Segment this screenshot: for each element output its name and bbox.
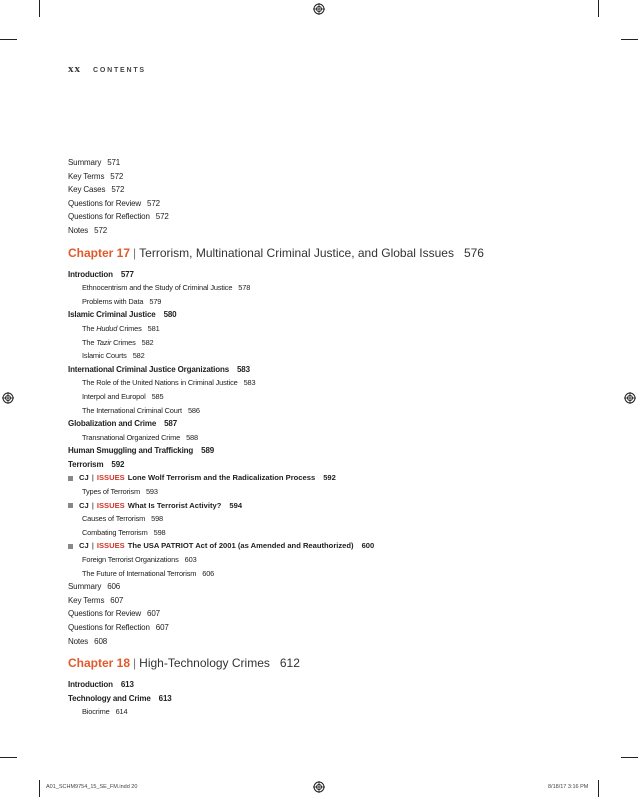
toc-entry-types-terrorism: Types of Terrorism 593 bbox=[82, 487, 158, 497]
chapter-18-heading bbox=[68, 648, 588, 678]
chapter-number: Chapter 17 bbox=[68, 245, 131, 260]
bullet-square-icon bbox=[68, 503, 73, 508]
crop-mark bbox=[598, 0, 599, 17]
bullet-square-icon bbox=[68, 476, 73, 481]
toc-issue-patriot-act: CJ | ISSUES The USA PATRIOT Act of 2001 (as Amended and Reauthorized) 600 bbox=[68, 539, 588, 553]
crop-mark bbox=[621, 39, 638, 40]
toc-entry-combating-terrorism: Combating Terrorism 598 bbox=[82, 527, 166, 537]
crop-mark bbox=[39, 0, 40, 17]
toc-entry-foreign-orgs: Foreign Terrorist Organizations 603 bbox=[82, 555, 197, 565]
toc-entry-smuggling: Human Smuggling and Trafficking 589 bbox=[68, 446, 215, 456]
toc-entry-un-role: The Role of the United Nations in Criminal Justice 583 bbox=[82, 378, 256, 388]
table-of-contents bbox=[68, 156, 588, 719]
chapter-page: 576 bbox=[463, 245, 484, 260]
toc-entry-interpol: Interpol and Europol 585 bbox=[82, 391, 164, 401]
toc-entry-questions-review: Questions for Review 607 bbox=[68, 609, 160, 619]
toc-entry-future-terrorism: The Future of International Terrorism 606 bbox=[82, 568, 215, 578]
toc-entry-ethnocentrism: Ethnocentrism and the Study of Criminal Justice 578 bbox=[82, 283, 251, 293]
chapter-separator: | bbox=[133, 245, 137, 260]
toc-entry-problems-data: Problems with Data 579 bbox=[82, 296, 162, 306]
registration-target-icon bbox=[313, 781, 325, 793]
toc-entry-questions-reflection: Questions for Reflection 607 bbox=[68, 623, 169, 632]
toc-entry-questions-review: Questions for Review 572 bbox=[68, 198, 160, 208]
registration-target-icon bbox=[2, 392, 14, 404]
crop-mark bbox=[0, 757, 17, 758]
toc-entry-notes: Notes 572 bbox=[68, 225, 108, 235]
toc-issue-terrorist-activity: CJ | ISSUES What Is Terrorist Activity? 594 bbox=[68, 499, 588, 513]
bullet-square-icon bbox=[68, 544, 73, 549]
registration-target-icon bbox=[624, 392, 636, 404]
registration-target-icon bbox=[313, 3, 325, 15]
toc-entry-introduction: Introduction 577 bbox=[68, 269, 134, 279]
toc-entry-summary: Summary 606 bbox=[68, 582, 121, 592]
toc-entry-globalization: Globalization and Crime 587 bbox=[68, 419, 178, 429]
crop-mark bbox=[39, 780, 40, 797]
crop-mark bbox=[598, 780, 599, 797]
toc-entry-introduction: Introduction 613 bbox=[68, 680, 134, 690]
toc-entry-key-cases: Key Cases 572 bbox=[68, 185, 125, 195]
toc-entry-transnational: Transnational Organized Crime 588 bbox=[82, 432, 198, 442]
section-label: CONTENTS bbox=[93, 67, 146, 74]
toc-entry-tazir-crimes: The Tazir Crimes 582 bbox=[82, 337, 154, 347]
page-folio: xx bbox=[68, 63, 81, 75]
chapter-17-heading bbox=[68, 238, 588, 268]
toc-entry-questions-reflection: Questions for Reflection 572 bbox=[68, 212, 169, 222]
toc-entry-islamic-courts: Islamic Courts 582 bbox=[82, 351, 145, 361]
chapter-title: High-Technology Crimes bbox=[139, 656, 270, 671]
toc-entry-intl-orgs: International Criminal Justice Organizations 583 bbox=[68, 364, 250, 374]
chapter-page: 612 bbox=[279, 656, 300, 671]
toc-entry-causes-terrorism: Causes of Terrorism 598 bbox=[82, 514, 164, 524]
chapter-number: Chapter 18 bbox=[68, 656, 131, 671]
toc-entry-icc: The International Criminal Court 586 bbox=[82, 405, 200, 415]
toc-entry-key-terms: Key Terms 572 bbox=[68, 171, 124, 181]
crop-mark bbox=[0, 39, 17, 40]
toc-entry-islamic-cj: Islamic Criminal Justice 580 bbox=[68, 310, 177, 320]
slug-date: 8/18/17 3:16 PM bbox=[548, 784, 589, 790]
chapter-separator: | bbox=[133, 656, 137, 671]
crop-mark bbox=[621, 757, 638, 758]
chapter-title: Terrorism, Multinational Criminal Justice, and Global Issues bbox=[139, 245, 454, 260]
toc-entry-technology-crime: Technology and Crime 613 bbox=[68, 693, 172, 703]
toc-entry-key-terms: Key Terms 607 bbox=[68, 595, 124, 605]
running-head bbox=[68, 63, 146, 77]
toc-entry-biocrime: Biocrime 614 bbox=[82, 707, 128, 717]
toc-entry-notes: Notes 608 bbox=[68, 636, 108, 646]
toc-entry-terrorism: Terrorism 592 bbox=[68, 459, 125, 469]
slug-filename: A01_SCHM9754_15_SE_FM.indd 20 bbox=[46, 784, 138, 790]
toc-issue-lone-wolf: CJ | ISSUES Lone Wolf Terrorism and the Radicalization Process 592 bbox=[68, 471, 588, 485]
toc-entry-summary: Summary 571 bbox=[68, 158, 121, 167]
toc-entry-hudud-crimes: The Hudud Crimes 581 bbox=[82, 323, 160, 333]
